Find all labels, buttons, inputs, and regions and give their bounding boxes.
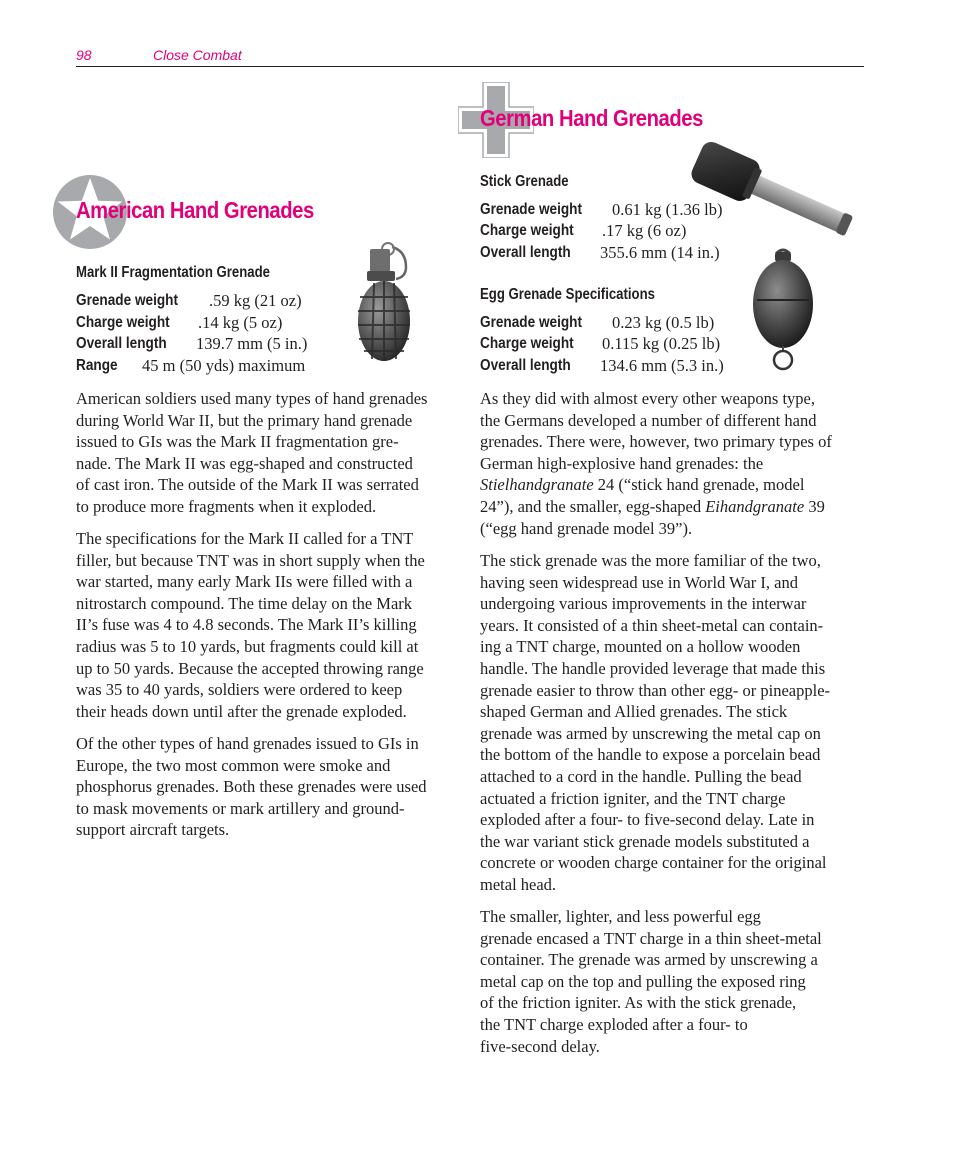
spec-value: 0.115 kg (0.25 lb) [602, 334, 721, 353]
mark-ii-grenade-photo [352, 239, 418, 363]
stick-spec-row [480, 220, 687, 242]
egg-spec-row [480, 312, 715, 334]
egg-spec-row [480, 333, 721, 355]
spec-label: Grenade weight [480, 201, 583, 218]
american-paragraph: Of the other types of hand grenades issued to GIs in Europe, the two most common were smoke and phosphorus grenades. Both these grenades were used to mask movements or mark artillery and ground- support aircraft targets. [76, 734, 427, 840]
spec-value: .59 kg (21 oz) [209, 291, 302, 310]
stick-spec-row [480, 242, 720, 264]
spec-label: Charge weight [480, 222, 574, 239]
spec-label: Charge weight [480, 335, 574, 352]
german-paragraph [480, 388, 832, 539]
stielhandgranate-term: Stielhandgranate [480, 475, 594, 495]
spec-label: Overall length [480, 357, 571, 374]
spec-label: Overall length [480, 244, 571, 261]
egg-spec-row [480, 355, 724, 377]
mark-ii-spec-row [76, 312, 283, 334]
spec-label: Grenade weight [76, 292, 179, 309]
stick-grenade-photo [686, 141, 862, 245]
american-paragraph: The specifications for the Mark II called for a TNT filler, but because TNT was in short supply when the war started, many early Mark IIs were filled with a nitrostarch compound. The time delay on the Mark II’s fuse was 4 to 4.8 seconds. The Mark II’s killing radius was 5 to 10 yards, but fragments could kill at up to 50 yards. Because the accepted throwing range was 35 to 40 yards, soldiers were ordered to keep their heads down until after the grenade exploded. [76, 529, 425, 721]
spec-label: Range [76, 357, 118, 374]
spec-value: .14 kg (5 oz) [198, 313, 283, 332]
egg-grenade-photo [748, 244, 818, 372]
spec-value: .17 kg (6 oz) [602, 221, 687, 240]
spec-label: Charge weight [76, 314, 170, 331]
spec-label: Grenade weight [480, 314, 583, 331]
eihandgranate-term: Eihandgranate [705, 496, 805, 516]
spec-value: 139.7 mm (5 in.) [196, 334, 308, 353]
american-paragraph: American soldiers used many types of hand grenades during World War II, but the primary hand grenade issued to GIs was the Mark II fragmentation gre- nade. The Mark II was egg-shaped and constructed of cast iron. The outside of the Mark II was serrated to produce more fragments when it exploded. [76, 389, 428, 516]
german-paragraph: The stick grenade was the more familiar of the two, having seen widespread use in World War I, and undergoing various improvements in the interwar years. It consisted of a thin sheet-metal can contain- ing a TNT charge, mounted on a hollow wooden handle. The handle provided leverage that made this grenade easier to throw than other egg- or pineapple- shaped German and Allied grenades. The stick grenade was armed by unscrewing the metal cap on the bottom of the handle to expose a porcelain bead attached to a cord in the handle. Pulling the bead actuated a friction igniter, and the TNT charge exploded after a four- to five-second delay. Late in the war variant stick grenade models substituted a concrete or wooden charge container for the original metal head. [480, 551, 831, 894]
mark-ii-spec-row [76, 355, 306, 377]
stick-spec-row [480, 199, 723, 221]
text-run: 24 (“stick hand grenade, model 24”), and the smaller, egg-shaped [480, 475, 805, 516]
header-rule [76, 66, 864, 67]
mark-ii-spec-title: Mark II Fragmentation Grenade [76, 264, 271, 281]
german-paragraph: The smaller, lighter, and less powerful egg grenade encased a TNT charge in a thin sheet-metal container. The grenade was armed by unscrewing a metal cap on the top and pulling the exposed ring of the friction igniter. As with the stick grenade, the TNT charge exploded after a four- to five-second delay. [480, 907, 822, 1056]
spec-value: 355.6 mm (14 in.) [600, 243, 720, 262]
spec-value: 45 m (50 yds) maximum [142, 356, 306, 375]
spec-value: 134.6 mm (5.3 in.) [600, 356, 724, 375]
mark-ii-spec-row [76, 333, 308, 355]
text-run: As they did with almost every other weapons type, the Germans developed a number of different hand grenades. There were, however, two primary types of German high-explosive hand grenades: the [480, 389, 832, 473]
page-number: 98 [76, 47, 92, 63]
german-heading: German Hand Grenades [480, 105, 703, 131]
stick-spec-title: Stick Grenade [480, 173, 569, 190]
american-heading: American Hand Grenades [76, 197, 314, 223]
chapter-title: Close Combat [153, 47, 242, 63]
spec-value: 0.61 kg (1.36 lb) [612, 200, 723, 219]
text-run: 39 (“egg hand grenade model 39”). [480, 496, 825, 538]
spec-value: 0.23 kg (0.5 lb) [612, 313, 715, 332]
mark-ii-spec-row [76, 290, 302, 312]
spec-label: Overall length [76, 335, 167, 352]
egg-spec-title: Egg Grenade Specifications [480, 286, 655, 303]
